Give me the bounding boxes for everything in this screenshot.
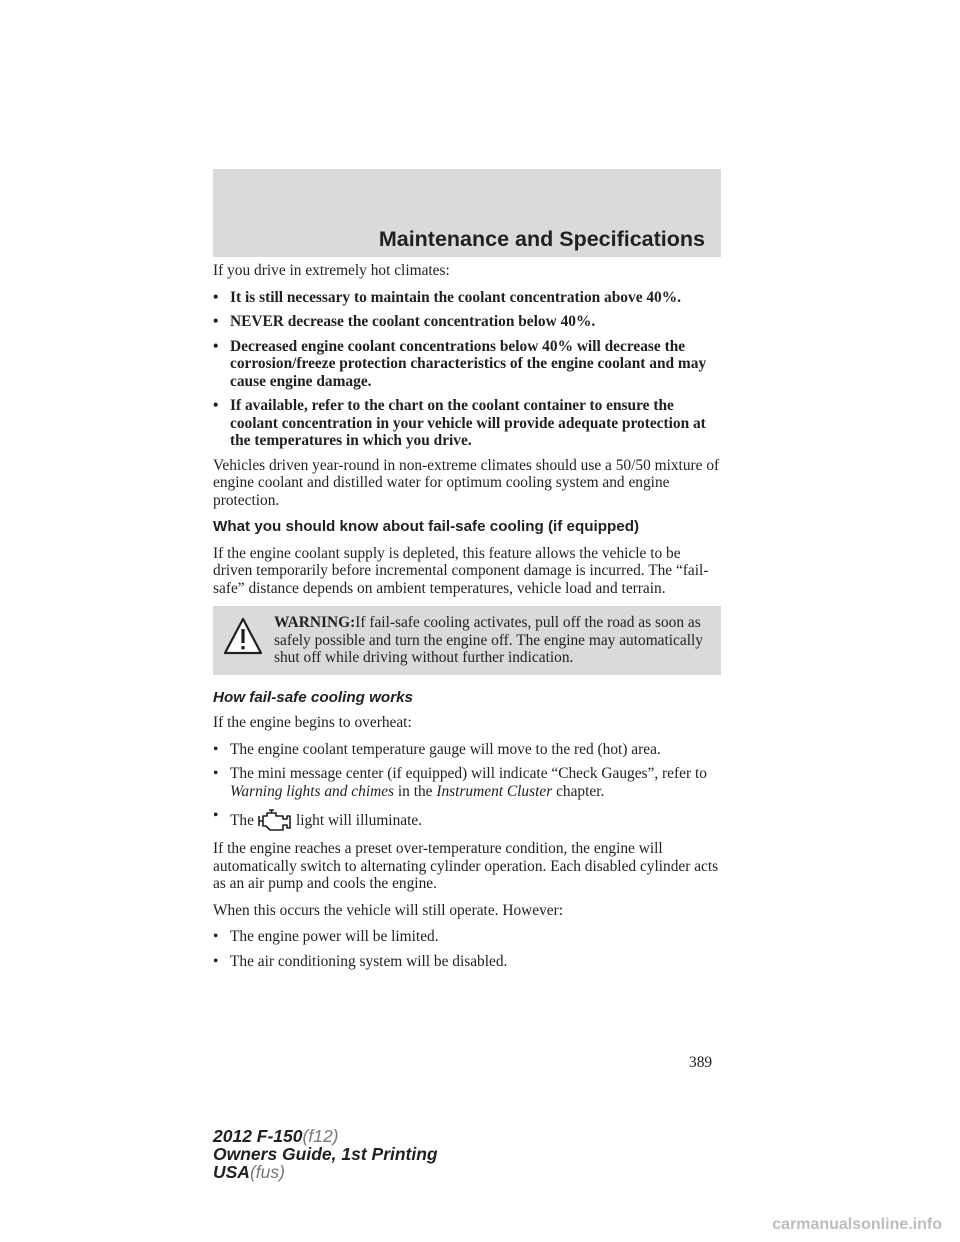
bullet-icon: • bbox=[213, 740, 219, 758]
bullet-item bbox=[213, 338, 721, 391]
bullet-text: The air conditioning system will be disabled. bbox=[230, 952, 508, 970]
how-it-works-heading: How fail-safe cooling works bbox=[213, 688, 414, 706]
check-engine-icon bbox=[256, 807, 292, 833]
bullet-icon: • bbox=[213, 337, 219, 355]
bullet-text: light will illuminate. bbox=[295, 812, 423, 829]
bullet-icon: • bbox=[213, 765, 219, 782]
bullet-item bbox=[213, 397, 721, 450]
footer-model-code: (f12) bbox=[302, 1126, 339, 1146]
bullet-text: chapter. bbox=[552, 782, 605, 800]
cross-reference-warning-lights: Warning lights and chimes bbox=[230, 782, 395, 800]
bullet-icon: • bbox=[213, 397, 219, 414]
cross-reference-instrument-cluster: Instrument Cluster bbox=[436, 782, 553, 800]
bullet-item bbox=[213, 289, 721, 307]
bullet-text: Decreased engine coolant concentrations below 40% will decrease the corrosion/freeze protection characteristics of the engine coolant and may cause engine damage. bbox=[230, 337, 707, 390]
footer-region-code: (fus) bbox=[249, 1162, 285, 1182]
warning-message: If fail-safe cooling activates, pull off the road as soon as safely possible and turn the engine off. The engine may automatically shut off while driving without further indication. bbox=[274, 614, 703, 666]
warning-label: WARNING: bbox=[274, 614, 356, 631]
overheat-intro: If the engine begins to overheat: bbox=[213, 714, 412, 731]
bullet-item bbox=[213, 313, 721, 331]
still-operate-paragraph: When this occurs the vehicle will still operate. However: bbox=[213, 901, 564, 919]
footer-model: 2012 F-150 bbox=[213, 1126, 303, 1146]
hot-climate-intro: If you drive in extremely hot climates: bbox=[213, 262, 450, 279]
bullet-text: The engine coolant temperature gauge will move to the red (hot) area. bbox=[230, 740, 661, 758]
bullet-item bbox=[213, 928, 721, 946]
bullet-text: If available, refer to the chart on the coolant container to ensure the coolant concentration in your vehicle will provide adequate protection at the temperatures in which you drive. bbox=[230, 397, 706, 449]
chapter-header-band bbox=[213, 169, 721, 257]
bullet-icon: • bbox=[213, 928, 219, 945]
non-extreme-paragraph: Vehicles driven year-round in non-extreme climates should use a 50/50 mixture of engine coolant and distilled water for optimum cooling system and engine protection. bbox=[213, 456, 720, 509]
footer-line-model bbox=[213, 1127, 438, 1145]
overheat-bullet-list bbox=[213, 741, 721, 834]
warning-triangle-icon bbox=[224, 616, 274, 658]
watermark: carmanualsonline.info bbox=[772, 1216, 942, 1233]
warning-box bbox=[213, 606, 721, 675]
bullet-text: The bbox=[230, 812, 254, 829]
bullet-text: It is still necessary to maintain the coolant concentration above 40%. bbox=[230, 288, 681, 306]
page-content bbox=[213, 262, 721, 977]
bullet-item bbox=[213, 765, 721, 800]
hot-climate-bullet-list bbox=[213, 289, 721, 450]
page-number: 389 bbox=[689, 1054, 713, 1071]
bullet-item bbox=[213, 741, 721, 759]
bullet-icon: • bbox=[213, 807, 219, 824]
bullet-text: The engine power will be limited. bbox=[230, 928, 439, 945]
chapter-title: Maintenance and Specifications bbox=[378, 227, 705, 251]
footer-region: USA bbox=[213, 1162, 250, 1182]
bullet-icon: • bbox=[213, 313, 219, 330]
limits-bullet-list bbox=[213, 928, 721, 970]
document-footer bbox=[213, 1127, 438, 1181]
bullet-text: in the bbox=[394, 782, 437, 800]
failsafe-section-heading: What you should know about fail-safe cooling (if equipped) bbox=[213, 518, 640, 535]
warning-text bbox=[218, 614, 715, 667]
bullet-item bbox=[213, 953, 721, 971]
bullet-text: The mini message center (if equipped) will indicate “Check Gauges”, refer to bbox=[230, 765, 707, 782]
over-temperature-paragraph: If the engine reaches a preset over-temperature condition, the engine will automatically switch to alternating cylinder operation. Each disabled cylinder acts as an air pump and cools the engine. bbox=[213, 840, 719, 892]
bullet-item bbox=[213, 807, 721, 833]
footer-line-region bbox=[213, 1163, 438, 1181]
footer-line-printing: Owners Guide, 1st Printing bbox=[213, 1144, 438, 1164]
bullet-icon: • bbox=[213, 288, 219, 306]
bullet-text: NEVER decrease the coolant concentration below 40%. bbox=[230, 313, 596, 330]
failsafe-paragraph: If the engine coolant supply is depleted, this feature allows the vehicle to be driven temporarily before incremental component damage is incurred. The “fail-safe” distance depends on ambient temperatures, vehicle load and terrain. bbox=[213, 544, 709, 597]
bullet-icon: • bbox=[213, 952, 219, 970]
